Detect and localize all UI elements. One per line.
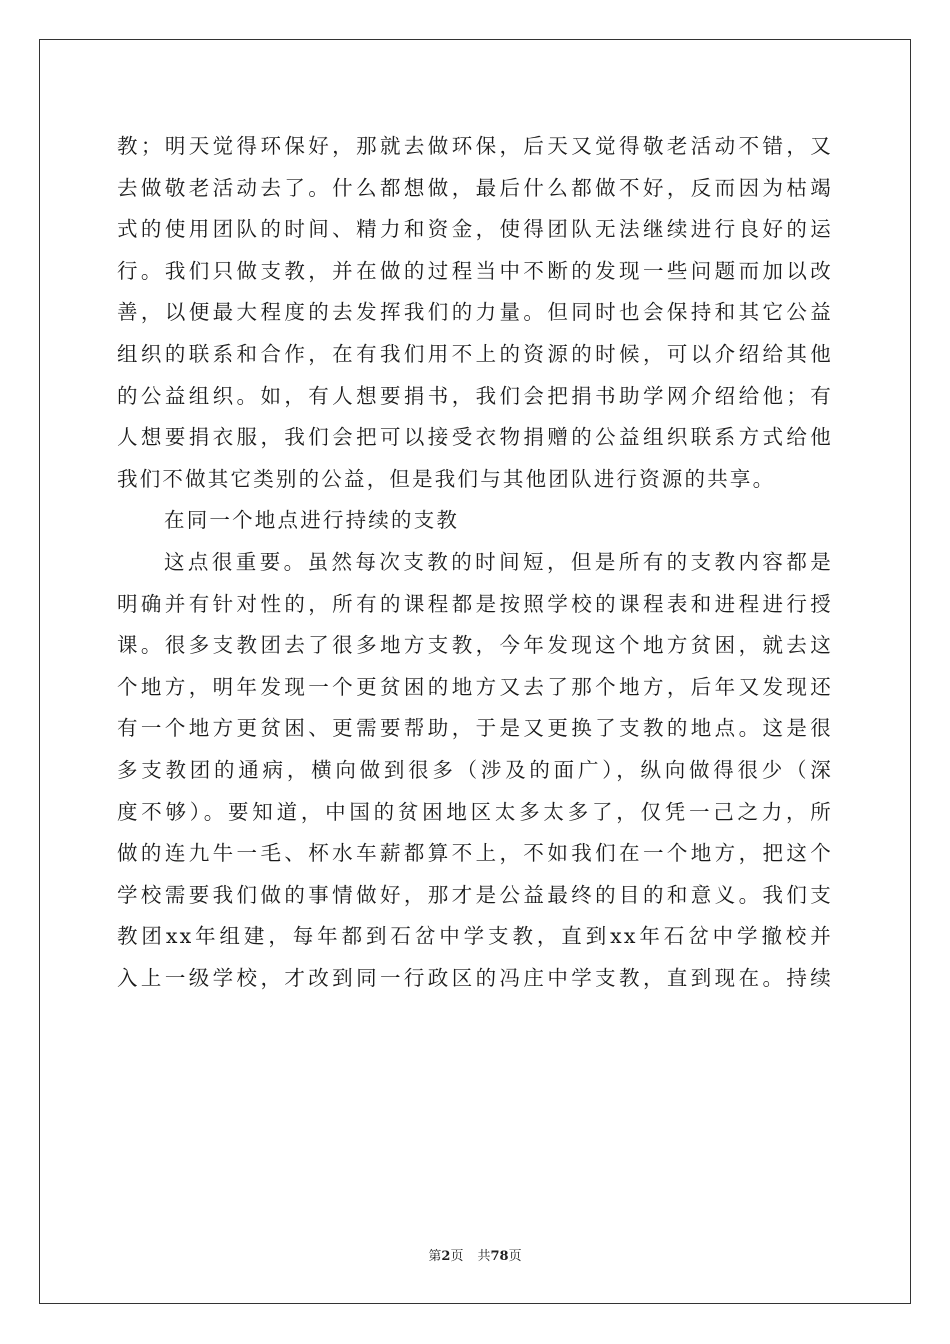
- text-line: 教团xx年组建，每年都到石岔中学支教，直到xx年石岔中学撤校并: [117, 924, 833, 949]
- text-line: 度不够）。要知道，中国的贫困地区太多太多了，仅凭一己之力，所: [117, 799, 833, 824]
- page-prefix: 第: [428, 1249, 442, 1264]
- text-line: 多支教团的通病，横向做到很多（涉及的面广），纵向做得很少（深: [117, 757, 833, 782]
- paragraph-1: [117, 126, 833, 500]
- page-number: 2: [441, 1249, 451, 1264]
- text-line: 组织的联系和合作，在有我们用不上的资源的时候，可以介绍给其他: [117, 341, 833, 366]
- total-suffix: 页: [508, 1249, 522, 1264]
- page-footer: [0, 1245, 950, 1264]
- text-line: 人想要捐衣服，我们会把可以接受衣物捐赠的公益组织联系方式给他: [117, 425, 833, 450]
- text-line: 做的连九牛一毛、杯水车薪都算不上，不如我们在一个地方，把这个: [117, 841, 833, 866]
- text-line: 入上一级学校，才改到同一行政区的冯庄中学支教，直到现在。持续: [117, 965, 833, 990]
- paragraph-2: [117, 500, 833, 542]
- text-line: 善，以便最大程度的去发挥我们的力量。但同时也会保持和其它公益: [117, 300, 833, 325]
- text-line: 有一个地方更贫困、更需要帮助，于是又更换了支教的地点。这是很: [117, 716, 833, 741]
- text-line: 个地方，明年发现一个更贫困的地方又去了那个地方，后年又发现还: [117, 674, 833, 699]
- paragraph-3: [117, 542, 833, 1000]
- text-line: 这点很重要。虽然每次支教的时间短，但是所有的支教内容都是: [164, 549, 833, 574]
- text-line: 行。我们只做支教，并在做的过程当中不断的发现一些问题而加以改: [117, 258, 833, 283]
- text-line: 的公益组织。如，有人想要捐书，我们会把捐书助学网介绍给他；有: [117, 383, 833, 408]
- text-line: 去做敬老活动去了。什么都想做，最后什么都做不好，反而因为枯竭: [117, 175, 833, 200]
- text-line: 教；明天觉得环保好，那就去做环保，后天又觉得敬老活动不错，又: [117, 134, 833, 158]
- text-line: 明确并有针对性的，所有的课程都是按照学校的课程表和进程进行授: [117, 591, 833, 616]
- total-prefix: 共: [477, 1249, 491, 1264]
- document-body: [117, 126, 833, 999]
- text-line: 我们不做其它类别的公益，但是我们与其他团队进行资源的共享。: [117, 466, 776, 491]
- text-line: 学校需要我们做的事情做好，那才是公益最终的目的和意义。我们支: [117, 882, 833, 907]
- text-line: 式的使用团队的时间、精力和资金，使得团队无法继续进行良好的运: [117, 217, 833, 242]
- page-suffix: 页: [450, 1249, 464, 1264]
- total-pages: 78: [490, 1249, 509, 1264]
- text-line: 课。很多支教团去了很多地方支教，今年发现这个地方贫困，就去这: [117, 633, 833, 658]
- section-heading: 在同一个地点进行持续的支教: [164, 508, 460, 533]
